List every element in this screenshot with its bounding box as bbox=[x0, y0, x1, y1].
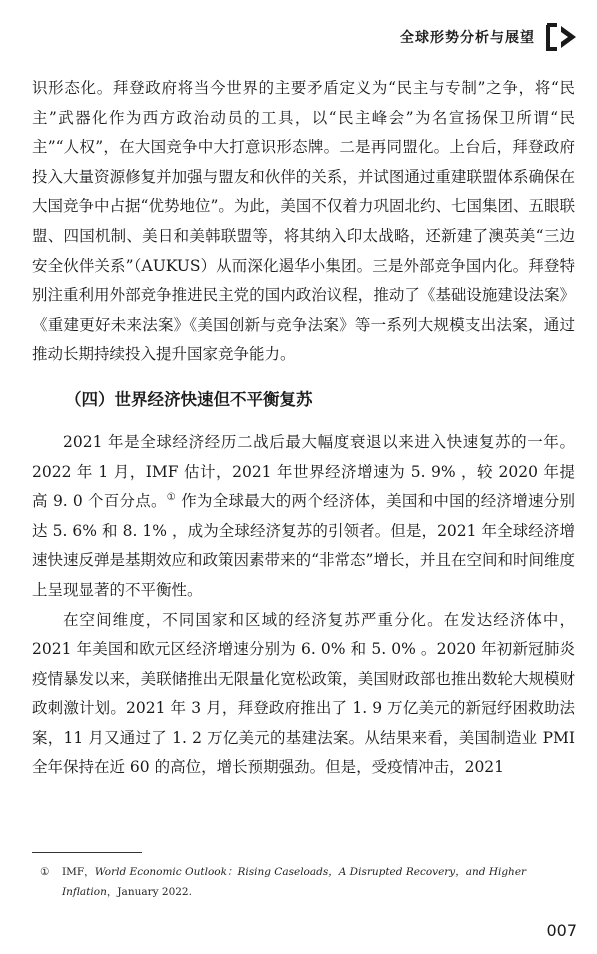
footnote-title: World Economic Outlook：Rising Caseloads，A Disrupted Recovery，and Higher Inflation bbox=[62, 866, 527, 898]
paragraph-text: 作为全球最大的两个经济体，美国和中国的经济增速分别达 5. 6% 和 8. 1% ，成为全球经济复苏的引领者。但是，2021 年全球经济增速快速反弹是基期效应和政策因素带来的“非常态”增长，并且在空间和时间维度上呈现显著的不平衡性。 bbox=[32, 492, 576, 599]
footnote-reference[interactable]: ① bbox=[166, 491, 177, 503]
footnote-divider bbox=[32, 852, 142, 853]
page-number: 007 bbox=[546, 921, 577, 940]
running-header bbox=[400, 20, 579, 54]
footnote bbox=[40, 862, 571, 902]
paragraph-text: 2021 年是全球经济经历二战后最大幅度衰退以来进入快速复苏的一年。2022 年 1 月，IMF 估计，2021 年世界经济增速为 5. 9% ，较 2020 年提高 9. 0 个百分点。 bbox=[32, 432, 575, 511]
section-heading: （四）世界经济快速但不平衡复苏 bbox=[65, 389, 313, 409]
page-body bbox=[32, 74, 575, 783]
body-paragraph bbox=[32, 428, 575, 606]
body-paragraph: 识形态化。拜登政府将当今世界的主要矛盾定义为“民主与专制”之争，将“民主”武器化作为西方政治动员的工具，以“民主峰会”为名宣扬保卫所谓“民主”“人权”，在大国竞争中大打意识形态牌。二是再同盟化。上台后，拜登政府投入大量资源修复并加强与盟友和伙伴的关系，并试图通过重建联盟体系确保在大国竞争中占据“优势地位”。为此，美国不仅着力巩固北约、七国集团、五眼联盟、四国机制、美日和美韩联盟等，将其纳入印太战略，还新建了澳英美“三边安全伙伴关系”（AUKUS）从而深化遏华小集团。三是外部竞争国内化。拜登特别注重利用外部竞争推进民主党的国内政治议程，推动了《基础设施建设法案》《重建更好未来法案》《美国创新与竞争法案》等一系列大规模支出法案，通过推动长期持续投入提升国家竞争能力。 bbox=[32, 79, 575, 364]
footnote-source: IMF， bbox=[62, 866, 95, 878]
footnote-mark: ① bbox=[40, 866, 50, 878]
running-header-title: 全球形势分析与展望 bbox=[400, 30, 535, 46]
body-paragraph: 在空间维度，不同国家和区域的经济复苏严重分化。在发达经济体中，2021 年美国和欧元区经济增速分别为 6. 0% 和 5. 0% 。2020 年初新冠肺炎疫情暴发以来，美联储推出无限量化宽松政策，美国财政部也推出数轮大规模财政刺激计划。2021 年 3 月，拜登政府推出了 1. 9 万亿美元的新冠纾困救助法案，11 月又通过了 1. 2 万亿美元的基建法案。从结果来看，美国制造业 PMI 全年保持在近 60 的高位，增长预期强劲。但是，受疫情冲击，2021 bbox=[32, 610, 575, 777]
footnote-date: ，January 2022. bbox=[106, 886, 192, 898]
bracket-arrow-logo-icon bbox=[543, 22, 579, 52]
